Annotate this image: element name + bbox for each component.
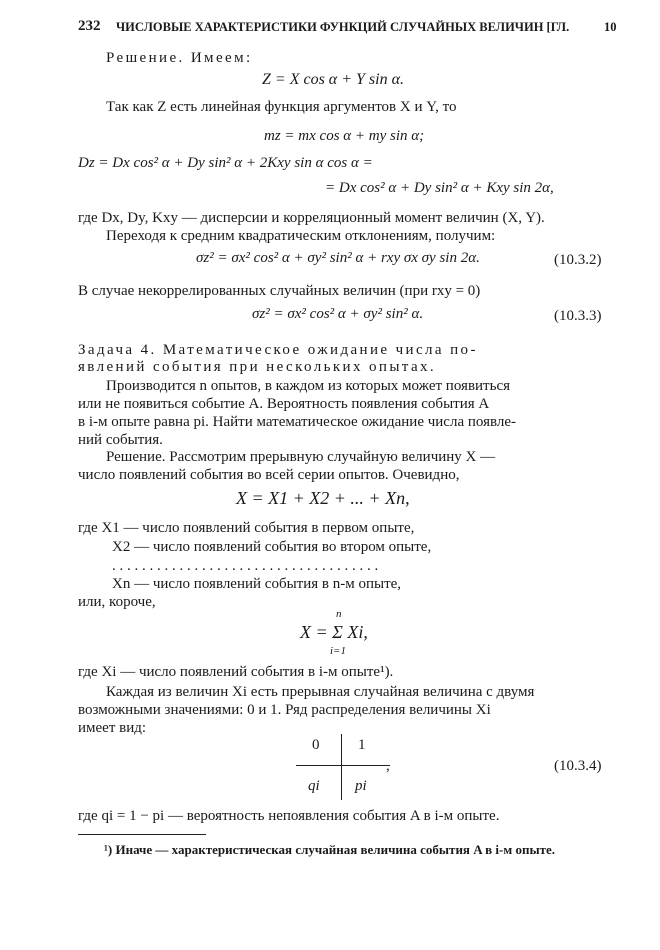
text-line: Решение. Рассмотрим прерывную случайную величину X — [106,449,496,465]
text-line: X2 — число появлений события во втором опыте, [112,539,432,555]
text-line: где Xi — число появлений события в i-м опыте¹). [78,664,394,680]
text-line: где qi = 1 − pi — вероятность непоявления события A в i-м опыте. [78,808,500,824]
problem-title: Задача 4. Математическое ожидание числа по- [78,342,478,358]
text-line: Xn — число появлений события в n-м опыте, [112,576,402,592]
equation-sum-x: X = X1 + X2 + ... + Xn, [236,488,410,508]
table-vertical-rule [341,734,342,800]
equation-z: Z = X cos α + Y sin α. [262,71,404,88]
table-horizontal-rule [296,765,390,766]
equation-number: (10.3.4) [554,758,602,774]
running-title: ЧИСЛОВЫЕ ХАРАКТЕРИСТИКИ ФУНКЦИЙ СЛУЧАЙНЫХ ВЕЛИЧИН [ГЛ. [116,20,570,34]
sum-upper-limit: n [336,608,342,620]
footnote-separator [78,834,206,835]
text-line: Производится n опытов, в каждом из которых может появиться [106,378,511,394]
text-line: В случае некоррелированных случайных величин (при rxy = 0) [78,283,481,299]
table-comma: , [386,758,390,774]
text-line: возможными значениями: 0 и 1. Ряд распределения величины Xi [78,702,491,718]
equation-dz-cont: = Dx cos² α + Dy sin² α + Kxy sin 2α, [325,180,554,196]
equation-number: (10.3.2) [554,252,602,268]
text-line: Так как Z есть линейная функция аргументов X и Y, то [106,99,457,115]
page-number: 232 [78,18,101,34]
table-prob-q: qi [308,778,320,794]
sum-lower-limit: i=1 [330,645,346,657]
text-line: имеет вид: [78,720,147,736]
footnote: ¹) Иначе — характеристическая случайная величина события A в i-м опыте. [104,842,555,857]
equation-sigma-sum: X = Σ Xi, [300,622,368,642]
text-line: ний события. [78,432,163,448]
text-line: в i-м опыте равна pi. Найти математическое ожидание числа появле- [78,414,517,430]
text-line: где X1 — число появлений события в первом опыте, [78,520,415,536]
equation-number: (10.3.3) [554,308,602,324]
equation-dz: Dz = Dx cos² α + Dy sin² α + 2Kxy sin α cos α = [78,155,373,171]
equation-mz: mz = mx cos α + my sin α; [264,128,425,144]
text-line: или не появиться событие A. Вероятность появления события A [78,396,490,412]
text-line: где Dx, Dy, Kxy — дисперсии и корреляционный момент величин (X, Y). [78,210,545,226]
chapter-number: 10 [604,20,617,34]
equation-sigma-uncorr: σz² = σx² cos² α + σy² sin² α. [252,306,424,322]
dotted-line: . . . . . . . . . . . . . . . . . . . . . . . . . . . . . . . . . . . . [112,558,379,574]
text-line: число появлений события во всей серии опытов. Очевидно, [78,467,460,483]
table-value-0: 0 [312,737,320,753]
solution-label: Решение. Имеем: [106,50,253,66]
equation-sigma: σz² = σx² cos² α + σy² sin² α + rxy σx σy sin 2α. [196,250,480,266]
text-line: Переходя к средним квадратическим отклонениям, получим: [106,228,496,244]
table-prob-p: pi [355,778,367,794]
problem-title-cont: явлений события при нескольких опытах. [78,359,437,375]
text-line: или, короче, [78,594,156,610]
text-line: Каждая из величин Xi есть прерывная случайная величина с двумя [106,684,535,700]
table-value-1: 1 [358,737,366,753]
